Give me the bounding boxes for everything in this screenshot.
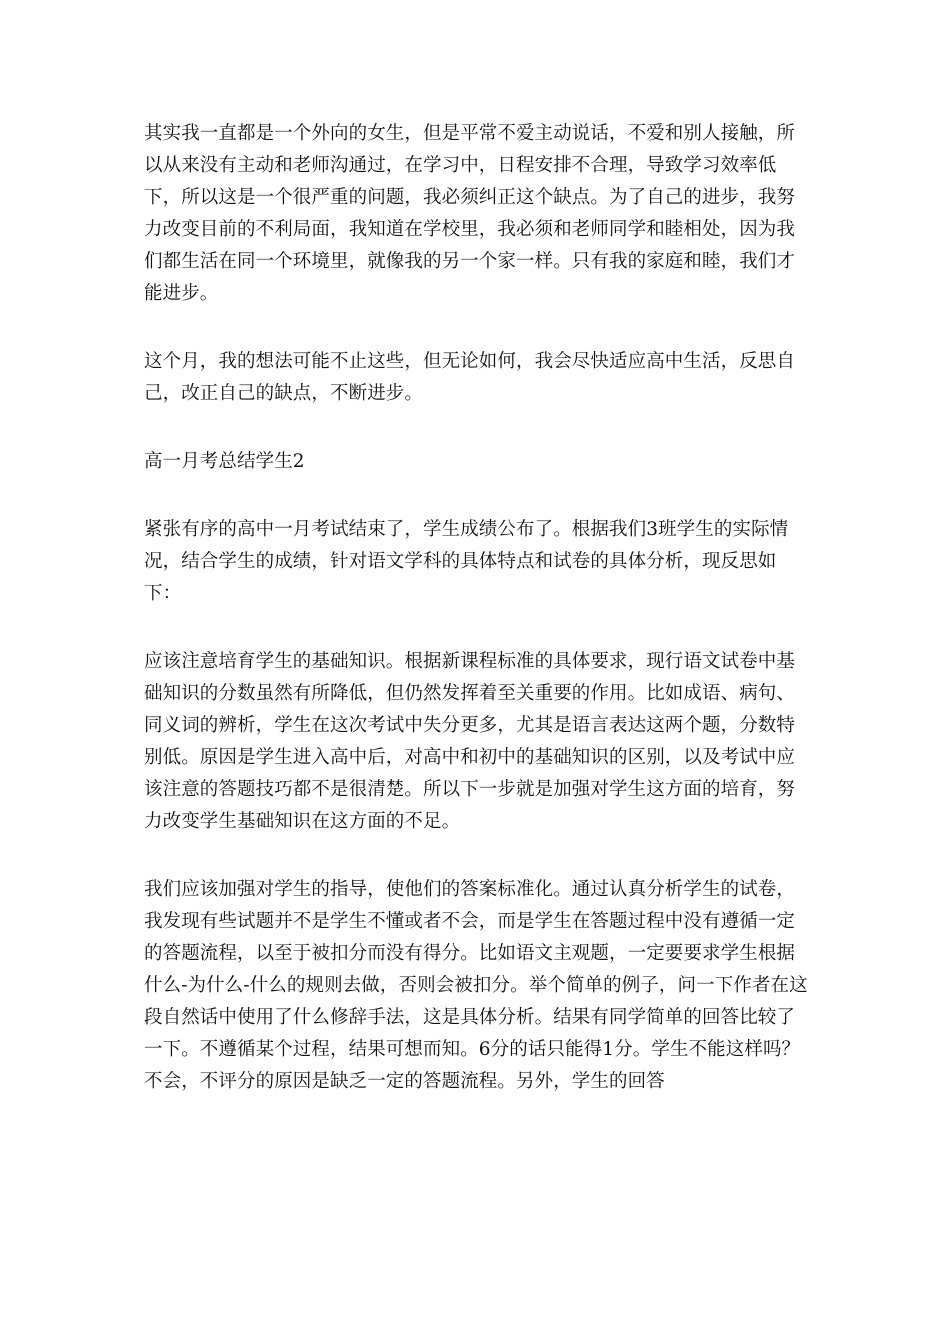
paragraph-self-reflection: 其实我一直都是一个外向的女生，但是平常不爱主动说话，不爱和别人接触，所以从来没有主动和老师沟通过，在学习中，日程安排不合理，导致学习效率低下，所以这是一个很严重的问题，我必须纠正这个缺点。为了自己的进步，我努力改变目前的不利局面，我知道在学校里，我必须和老师同学和睦相处，因为我们都生活在同一个环境里，就像我的另一个家一样。只有我的家庭和睦，我们才能进步。 (144, 123, 796, 304)
paragraph-month-summary: 这个月，我的想法可能不止这些，但无论如何，我会尽快适应高中生活，反思自己，改正自己的缺点，不断进步。 (144, 351, 796, 404)
paragraph-exam-intro: 紧张有序的高中一月考试结束了，学生成绩公布了。根据我们3班学生的实际情况，结合学生的成绩，针对语文学科的具体特点和试卷的具体分析，现反思如下： (144, 519, 789, 604)
document-body (144, 118, 809, 1134)
section-heading: 高一月考总结学生2 (144, 451, 305, 472)
paragraph-basic-knowledge: 应该注意培育学生的基础知识。根据新课程标准的具体要求，现行语文试卷中基础知识的分数虽然有所降低，但仍然发挥着至关重要的作用。比如成语、病句、同义词的辨析，学生在这次考试中失分更多，尤其是语言表达这两个题，分数特别低。原因是学生进入高中后，对高中和初中的基础知识的区别，以及考试中应该注意的答题技巧都不是很清楚。所以下一步就是加强对学生这方面的培育，努力改变学生基础知识在这方面的不足。 (144, 651, 796, 832)
paragraph-answer-guidance: 我们应该加强对学生的指导，使他们的答案标准化。通过认真分析学生的试卷，我发现有些试题并不是学生不懂或者不会，而是学生在答题过程中没有遵循一定的答题流程，以至于被扣分而没有得分。比如语文主观题，一定要要求学生根据什么-为什么-什么的规则去做，否则会被扣分。举个简单的例子，问一下作者在这段自然话中使用了什么修辞手法，这是具体分析。结果有同学简单的回答比较了一下。不遵循某个过程，结果可想而知。6分的话只能得1分。学生不能这样吗？不会，不评分的原因是缺乏一定的答题流程。另外，学生的回答 (144, 879, 808, 1092)
